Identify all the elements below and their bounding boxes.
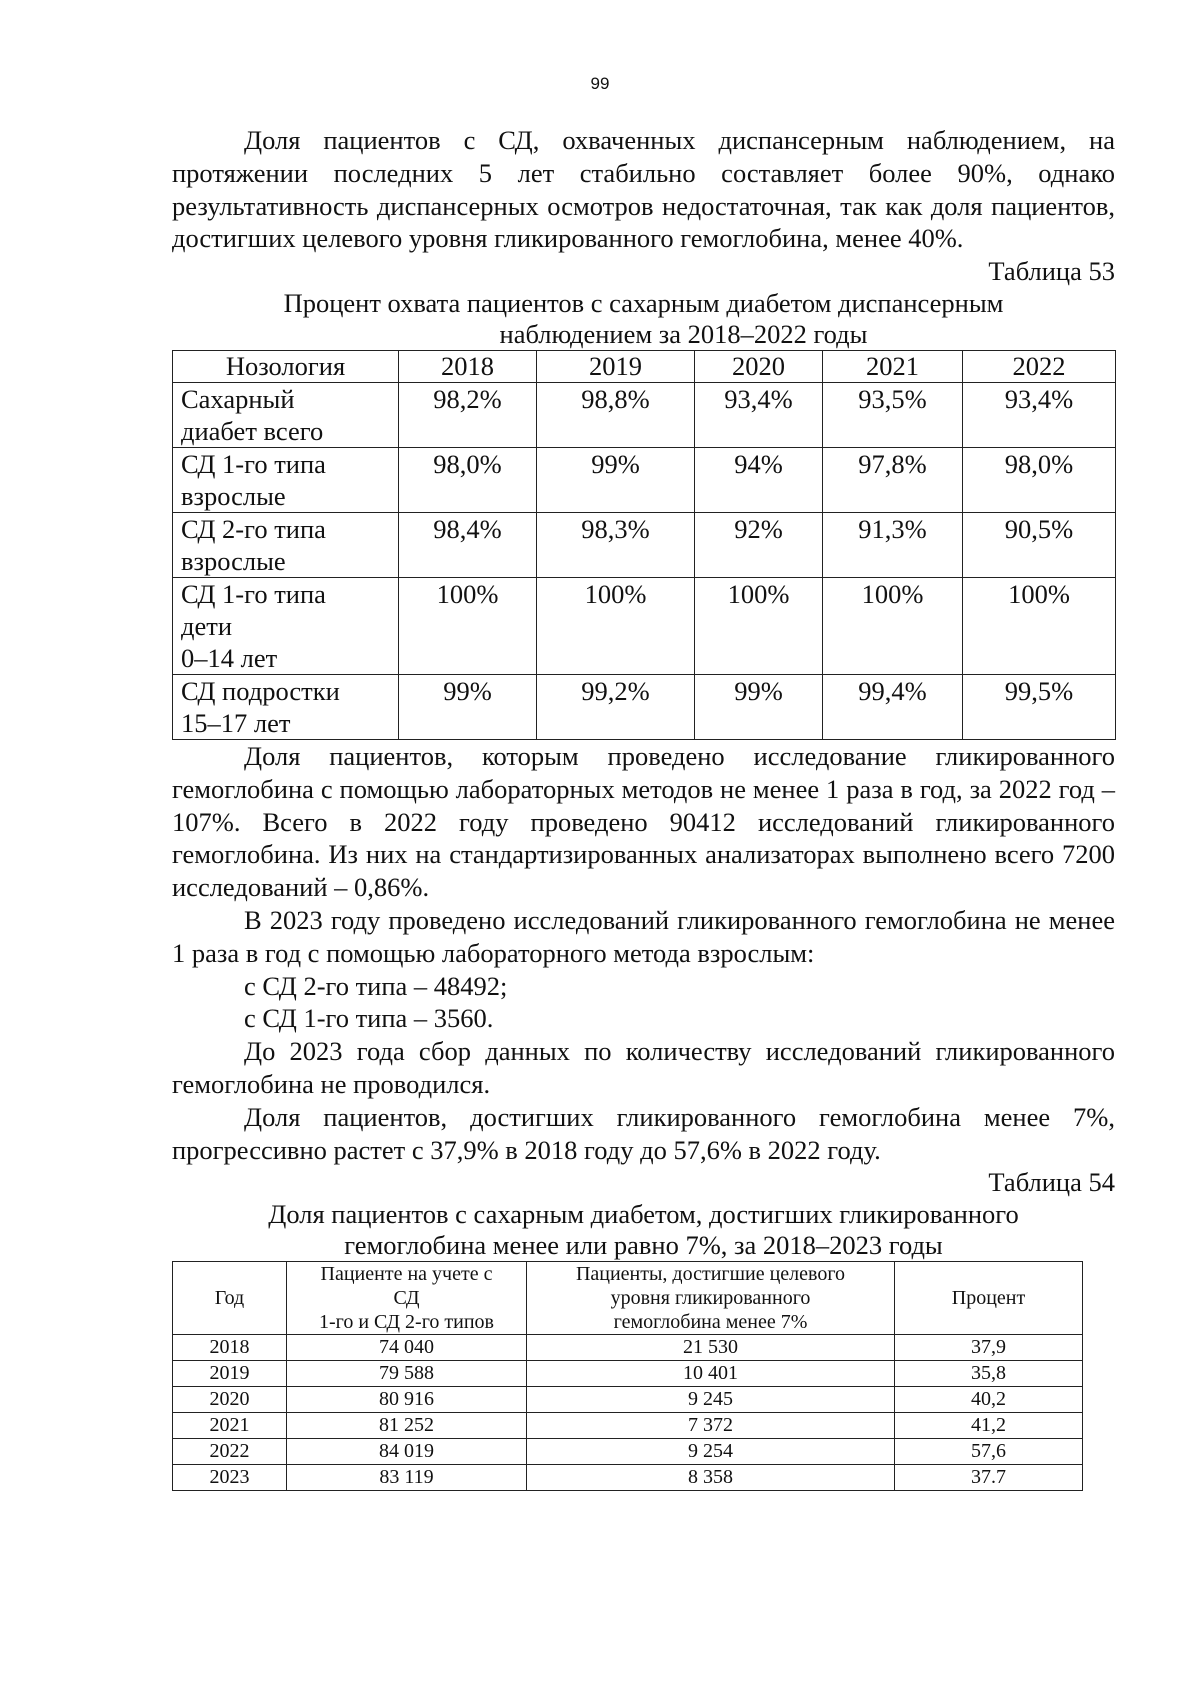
table-53-title: [172, 288, 1115, 350]
column-header: 2018: [399, 350, 537, 382]
table-cell: 9 254: [527, 1439, 895, 1465]
table-53-label: Таблица 53: [988, 256, 1115, 287]
list-item: с СД 1-го типа – 3560.: [244, 1003, 494, 1034]
table-cell: 10 401: [527, 1361, 895, 1387]
table-cell: 98,8%: [537, 382, 695, 447]
table-row: [173, 674, 1116, 739]
table-cell: 7 372: [527, 1413, 895, 1439]
table-cell: 93,4%: [963, 382, 1116, 447]
column-header: Пациенте на учете с СД 1-го и СД 2-го типов: [287, 1262, 527, 1335]
table-cell: 2020: [173, 1387, 287, 1413]
table-cell: 37.7: [895, 1465, 1083, 1491]
table-row: [173, 1361, 1083, 1387]
table-cell: 99,4%: [823, 674, 963, 739]
column-header: 2020: [695, 350, 823, 382]
table-53-title-line: наблюдением за 2018–2022 годы: [499, 318, 868, 349]
table-cell: 81 252: [287, 1413, 527, 1439]
table-cell: 97,8%: [823, 447, 963, 512]
paragraph-intro: Доля пациентов с СД, охваченных диспансерным наблюдением, на протяжении последних 5 лет стабильно составляет более 90%, однако результативность диспансерных осмотров недостаточная, так как доля пациентов, достигших целевого уровня гликированного гемоглобина, менее 40%.: [172, 125, 1115, 254]
row-label: СД 1-го типа взрослые: [173, 447, 399, 512]
row-label: СД подростки 15–17 лет: [173, 674, 399, 739]
table-cell: 100%: [823, 577, 963, 674]
column-header: Процент: [895, 1262, 1083, 1335]
table-cell: 94%: [695, 447, 823, 512]
table-54-wrapper: [172, 1261, 1115, 1491]
table-53-title-line: Процент охвата пациентов с сахарным диабетом диспансерным: [283, 287, 1004, 318]
paragraph-2023: В 2023 году проведено исследований гликированного гемоглобина не менее 1 раза в год с помощью лабораторного метода взрослым:: [172, 904, 1115, 968]
table-cell: 2018: [173, 1335, 287, 1361]
table-cell: 98,0%: [963, 447, 1116, 512]
table-row: [173, 382, 1116, 447]
table-cell: 84 019: [287, 1439, 527, 1465]
table-53: [172, 350, 1116, 740]
table-cell: 98,0%: [399, 447, 537, 512]
table-cell: 98,3%: [537, 512, 695, 577]
table-cell: 9 245: [527, 1387, 895, 1413]
table-cell: 100%: [399, 577, 537, 674]
table-cell: 74 040: [287, 1335, 527, 1361]
table-cell: 37,9: [895, 1335, 1083, 1361]
column-header: Пациенты, достигшие целевого уровня гликированного гемоглобина менее 7%: [527, 1262, 895, 1335]
paragraph-data-collection: До 2023 года сбор данных по количеству исследований гликированного гемоглобина не проводился.: [172, 1036, 1115, 1099]
table-row: [173, 1413, 1083, 1439]
table-header-row: [173, 350, 1116, 382]
table-cell: 83 119: [287, 1465, 527, 1491]
table-row: [173, 577, 1116, 674]
table-cell: 2019: [173, 1361, 287, 1387]
column-header: Нозология: [173, 350, 399, 382]
table-cell: 41,2: [895, 1413, 1083, 1439]
table-cell: 40,2: [895, 1387, 1083, 1413]
table-cell: 99%: [537, 447, 695, 512]
table-cell: 100%: [963, 577, 1116, 674]
table-cell: 35,8: [895, 1361, 1083, 1387]
row-label: Сахарный диабет всего: [173, 382, 399, 447]
table-row: [173, 512, 1116, 577]
row-label: СД 1-го типа дети 0–14 лет: [173, 577, 399, 674]
table-cell: 57,6: [895, 1439, 1083, 1465]
table-54-title-line: Доля пациентов с сахарным диабетом, достигших гликированного: [268, 1199, 1019, 1230]
table-cell: 90,5%: [963, 512, 1116, 577]
table-cell: 91,3%: [823, 512, 963, 577]
table-cell: 2021: [173, 1413, 287, 1439]
column-header: Год: [173, 1262, 287, 1335]
table-cell: 2022: [173, 1439, 287, 1465]
table-54-label: Таблица 54: [988, 1167, 1115, 1198]
table-cell: 98,4%: [399, 512, 537, 577]
table-cell: 8 358: [527, 1465, 895, 1491]
row-label: СД 2-го типа взрослые: [173, 512, 399, 577]
table-cell: 100%: [695, 577, 823, 674]
table-cell: 93,4%: [695, 382, 823, 447]
table-header-row: [173, 1262, 1083, 1335]
table-row: [173, 1387, 1083, 1413]
table-54-title: [172, 1199, 1115, 1261]
page-content: [172, 124, 1115, 1491]
table-54: [172, 1261, 1083, 1491]
table-row: [173, 1439, 1083, 1465]
table-cell: 92%: [695, 512, 823, 577]
table-cell: 21 530: [527, 1335, 895, 1361]
table-cell: 93,5%: [823, 382, 963, 447]
table-54-title-line: гемоглобина менее или равно 7%, за 2018–2023 годы: [344, 1230, 943, 1261]
column-header: 2022: [963, 350, 1116, 382]
table-cell: 80 916: [287, 1387, 527, 1413]
paragraph-study: Доля пациентов, которым проведено исследование гликированного гемоглобина с помощью лабораторных методов не менее 1 раза в год, за 2022 год – 107%. Всего в 2022 году проведено 90412 исследований гликированного гемоглобина. Из них на стандартизированных анализаторах выполнено всего 7200 исследований – 0,86%.: [172, 740, 1115, 903]
table-cell: 98,2%: [399, 382, 537, 447]
table-row: [173, 1465, 1083, 1491]
table-cell: 99%: [695, 674, 823, 739]
paragraph-growth: Доля пациентов, достигших гликированного гемоглобина менее 7%, прогрессивно растет с 37,9% в 2018 году до 57,6% в 2022 году.: [172, 1101, 1115, 1165]
table-cell: 99,5%: [963, 674, 1116, 739]
table-cell: 99%: [399, 674, 537, 739]
table-cell: 2023: [173, 1465, 287, 1491]
table-row: [173, 1335, 1083, 1361]
table-cell: 99,2%: [537, 674, 695, 739]
column-header: 2021: [823, 350, 963, 382]
table-cell: 79 588: [287, 1361, 527, 1387]
list-item: с СД 2-го типа – 48492;: [244, 970, 508, 1001]
table-cell: 100%: [537, 577, 695, 674]
page-number: 99: [590, 74, 610, 93]
table-row: [173, 447, 1116, 512]
column-header: 2019: [537, 350, 695, 382]
